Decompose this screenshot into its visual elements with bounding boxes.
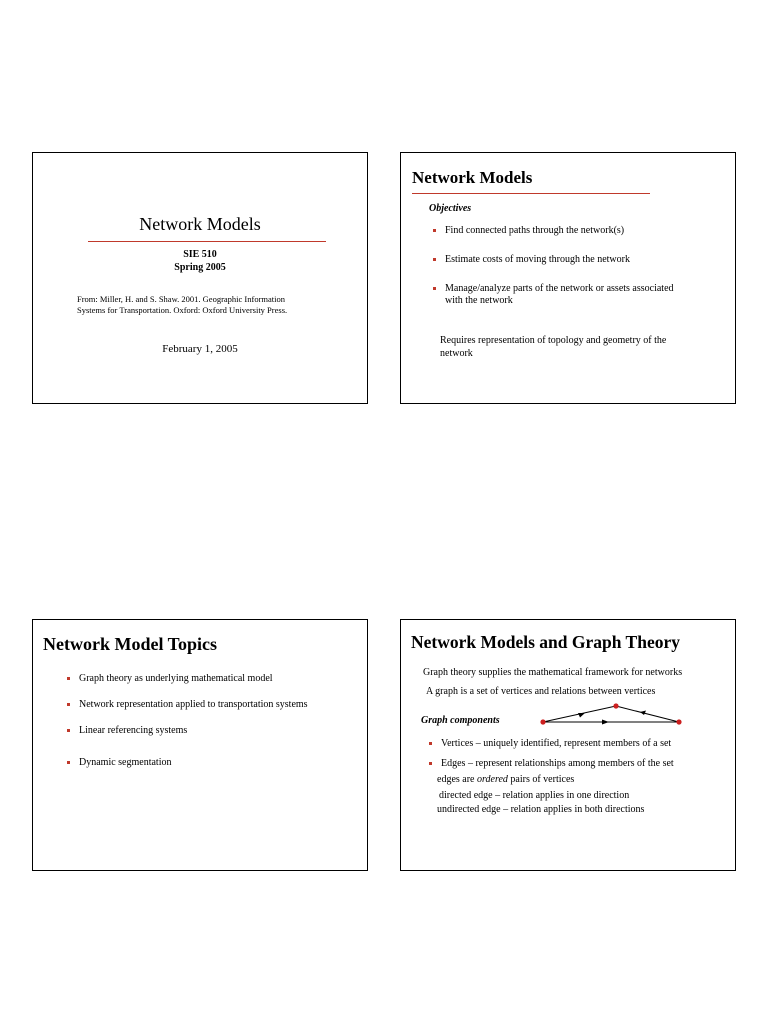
course-term: Spring 2005: [174, 262, 226, 273]
list-item: Edges – represent relationships among members of the set: [429, 758, 729, 770]
slide-topics: [32, 619, 368, 871]
list-item: Network representation applied to transportation systems: [67, 699, 317, 711]
slide3-title: Network Model Topics: [43, 634, 218, 654]
topics-list: [67, 673, 317, 769]
course-code: SIE 510: [183, 249, 217, 260]
arrow-icon: [578, 713, 585, 718]
objectives-heading: Objectives: [429, 203, 472, 214]
slide1-title: Network Models: [139, 214, 261, 234]
slide-date: February 1, 2005: [162, 343, 238, 355]
vertex-dot: [676, 719, 681, 724]
graph-diagram: [537, 702, 685, 726]
slide-title: [32, 152, 368, 404]
requirement-note: Requires representation of topology and geometry of the network: [440, 335, 667, 359]
citation-line-1: From: Miller, H. and S. Shaw. 2001. Geographic Information: [77, 294, 286, 304]
slide4-title: Network Models and Graph Theory: [411, 632, 680, 652]
framework-line: Graph theory supplies the mathematical framework for networks: [423, 667, 683, 678]
ordered-text-pre: edges are: [437, 774, 477, 785]
title-underline: [88, 241, 326, 242]
title-underline: [412, 193, 650, 194]
list-item: Estimate costs of moving through the network: [433, 254, 693, 266]
citation-line-2: Systems for Transportation. Oxford: Oxford University Press.: [77, 305, 288, 315]
undirected-edge-line: undirected edge – relation applies in both directions: [437, 804, 645, 815]
list-item: Graph theory as underlying mathematical model: [67, 673, 317, 685]
ordered-emphasis: ordered: [476, 774, 508, 785]
vertex-dot: [540, 719, 545, 724]
list-item: Manage/analyze parts of the network or assets associated with the network: [433, 283, 693, 307]
slide-graph-theory: [400, 619, 736, 871]
objectives-list: [433, 225, 693, 307]
slide2-title: Network Models: [412, 168, 533, 187]
components-label: Graph components: [421, 715, 500, 726]
list-item: Find connected paths through the network(s): [433, 225, 693, 237]
list-item: Vertices – uniquely identified, represent members of a set: [429, 738, 729, 750]
definition-line: A graph is a set of vertices and relations between vertices: [426, 686, 656, 697]
list-item: Dynamic segmentation: [67, 757, 317, 769]
ordered-pairs-line: [437, 774, 574, 785]
components-list: [429, 738, 729, 770]
arrow-icon: [602, 720, 609, 725]
ordered-text-post: pairs of vertices: [507, 774, 575, 785]
directed-edge-line: directed edge – relation applies in one direction: [439, 790, 630, 801]
slide-objectives: [400, 152, 736, 404]
vertex-dot: [613, 703, 618, 708]
list-item: Linear referencing systems: [67, 725, 317, 737]
